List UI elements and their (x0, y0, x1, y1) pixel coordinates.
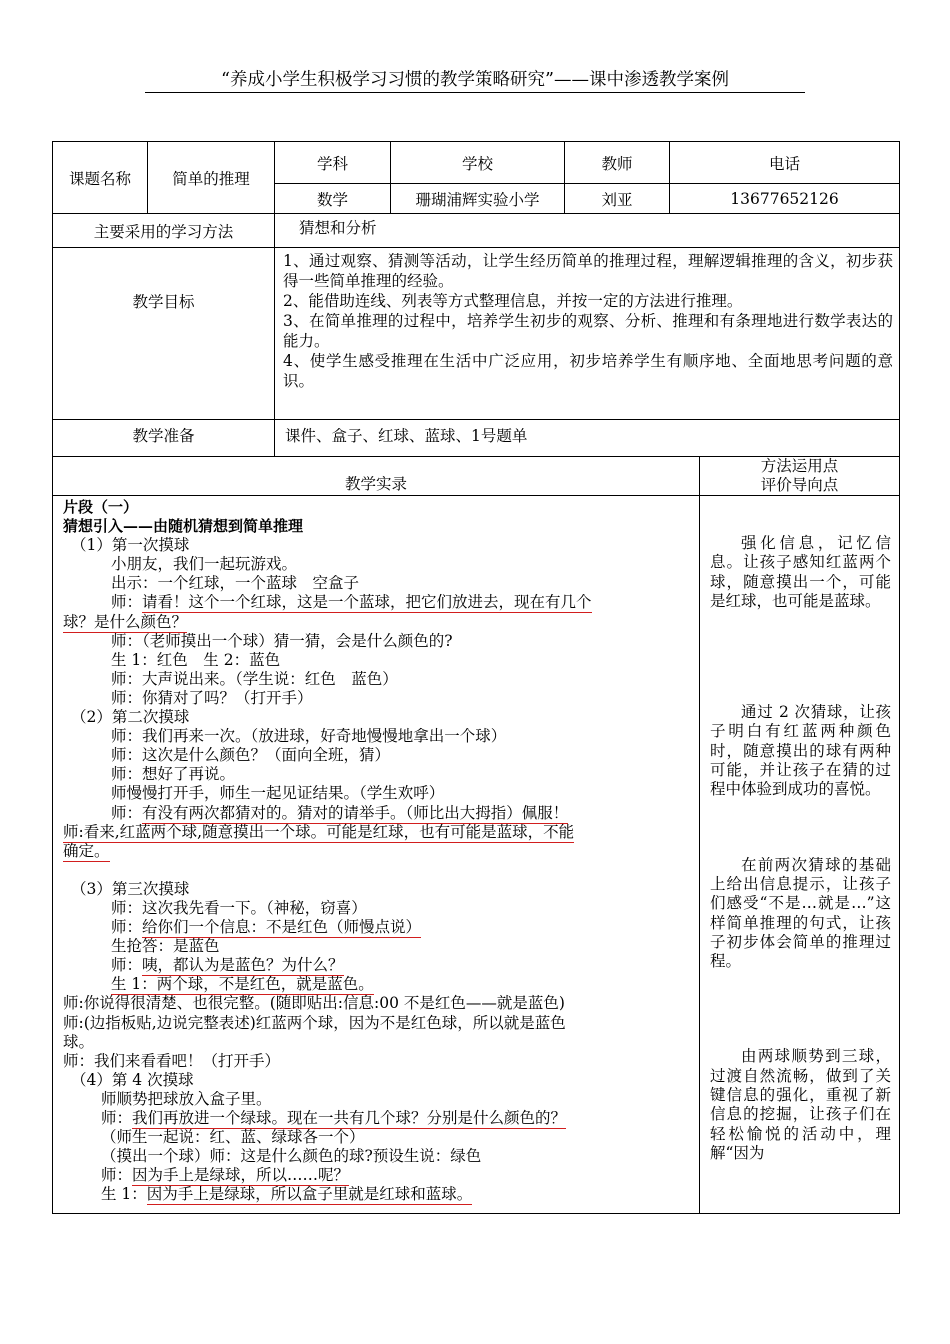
teacher-value: 刘亚 (565, 184, 670, 214)
segment-title: 猜想引入——由随机猜想到简单推理 (63, 517, 304, 536)
page-title: “养成小学生积极学习习惯的教学策略研究”——课中渗透教学案例 (221, 70, 729, 90)
notes-header-line: 方法运用点 (760, 457, 839, 475)
record-line: 师：（老师摸出一个球）猜一猜，会是什么颜色的? (111, 631, 453, 650)
record-line: 师:你说得很清楚、也很完整。(随即贴出:信息:00 不是红色——就是蓝色) (63, 994, 565, 1013)
method-label: 主要采用的学习方法 (53, 214, 275, 248)
underlined-text: 师:看来,红蓝两个球,随意摸出一个球。可能是红球，也有可能是蓝球，不能 (63, 822, 575, 841)
subject-label: 学科 (275, 142, 391, 184)
record-line: 师：这次是什么颜色？（面向全班，猜） (111, 746, 391, 765)
record-line (63, 975, 693, 994)
record-line: 师:(边指板贴,边说完整表述)红蓝两个球，因为不是红色球，所以就是蓝色 (63, 1013, 566, 1032)
phone-value: 13677652126 (670, 184, 900, 214)
note-item: 由两球顺势到三球，过渡自然流畅，做到了关键信息的强化，重视了新信息的挖掘，让孩子们在轻松愉悦的活动中，理解“因为 (710, 1047, 892, 1162)
underlined-text: 我们再放进一个绿球。现在一共有几个球？分别是什么颜色的？ (132, 1109, 567, 1127)
record-line: 出示：一个红球，一个蓝球 空盒子 (111, 574, 360, 593)
speaker: 师： (101, 1109, 133, 1127)
topic-label: 课题名称 (53, 142, 148, 214)
record-line: 师：我们再来一次。（放进球，好奇地慢慢地拿出一个球） (111, 727, 507, 746)
goal-item: 1、通过观察、猜测等活动，让学生经历简单的推理过程，理解逻辑推理的含义，初步获得一些简单推理的经验。 (283, 252, 894, 290)
section-heading: （3）第三次摸球 (71, 879, 190, 898)
record-header: 教学实录 (53, 457, 700, 496)
goal-item: 3、在简单推理的过程中，培养学生初步的观察、分析、推理和有条理地进行数学表达的能力。 (283, 312, 894, 350)
record-line (63, 842, 693, 861)
record-body (53, 496, 700, 1214)
prep-value: 课件、盒子、红球、蓝球、1号题单 (275, 420, 900, 457)
record-line: 小朋友，我们一起玩游戏。 (111, 555, 298, 574)
record-line: 球。 (63, 1032, 95, 1051)
notes-spacer (710, 800, 891, 856)
speaker: 师： (101, 1166, 133, 1185)
goals-list (275, 248, 900, 420)
goals-label: 教学目标 (53, 248, 275, 420)
notes-spacer (710, 498, 891, 534)
record-line (63, 956, 693, 975)
record-line: 生抢答：是蓝色 (111, 937, 220, 956)
record-line (63, 1185, 693, 1204)
record-line (63, 804, 693, 823)
record-line: 师：大声说出来。（学生说：红色 蓝色） (111, 669, 398, 688)
blank-line (63, 861, 693, 880)
lesson-table (52, 141, 900, 1214)
notes-spacer (710, 971, 891, 1047)
speaker: 师： (111, 803, 143, 822)
record-line: 师：我们来看看吧！（打开手） (63, 1051, 281, 1070)
underlined-text: 请看！这个一个红球，这是一个蓝球，把它们放进去，现在有几个 (142, 593, 592, 612)
underlined-text: 有没有两次都猜对的。猜对的请举手。（师比出大拇指）佩服！ (142, 803, 569, 822)
record-line (63, 593, 693, 612)
underlined-text: 给你们一个信息：不是红色（师慢点说） (142, 918, 422, 937)
underlined-text: 确定。 (63, 841, 110, 860)
record-line: 生 1：红色 生 2：蓝色 (111, 650, 281, 669)
section-heading: （4）第 4 次摸球 (71, 1070, 194, 1089)
goal-item: 4、使学生感受推理在生活中广泛应用，初步培养学生有顺序地、全面地思考问题的意识。 (283, 352, 894, 390)
prep-label: 教学准备 (53, 420, 275, 457)
phone-label: 电话 (670, 142, 900, 184)
segment-label: 片段（一） (63, 498, 139, 516)
underlined-text: 因为手上是绿球，所以……呢？ (132, 1166, 350, 1185)
topic-value: 简单的推理 (148, 142, 275, 214)
speaker: 生 1： (101, 1185, 147, 1204)
record-line: 师顺势把球放入盒子里。 (101, 1089, 272, 1108)
record-line (63, 613, 693, 632)
speaker: 师： (111, 956, 143, 975)
subject-value: 数学 (275, 184, 391, 214)
record-line (63, 823, 693, 842)
method-value: 猜想和分析 (275, 214, 900, 248)
note-item: 在前两次猜球的基础上给出信息提示，让孩子们感受“不是…就是…”这样简单推理的句式，让孩子初步体会简单的推理过程。 (710, 855, 892, 971)
record-line: 师：你猜对了吗？（打开手） (111, 688, 313, 707)
notes-header (700, 457, 900, 496)
underlined-text: 生 1：两个球，不是红色，就是蓝色。 (111, 975, 374, 994)
speaker: 师： (111, 593, 143, 612)
title-underline (145, 92, 805, 93)
notes-body (700, 496, 900, 1214)
underlined-text: 因为手上是绿球，所以盒子里就是红球和蓝球。 (146, 1185, 473, 1204)
record-line (63, 1166, 693, 1185)
note-item: 强化信息，记忆信息。让孩子感知红蓝两个球，随意摸出一个，可能是红球，也可能是蓝球。 (710, 534, 892, 610)
record-line: （师生一起说：红、蓝、绿球各一个） (101, 1128, 365, 1147)
record-line (63, 1109, 693, 1128)
speaker: 师： (111, 918, 143, 937)
note-item: 通过 2 次猜球，让孩子明白有红蓝两种颜色时，随意摸出的球有两种可能，并让孩子在猜的过程中体验到成功的喜悦。 (710, 703, 892, 799)
school-value: 珊瑚浦辉实验小学 (391, 184, 565, 214)
school-label: 学校 (391, 142, 565, 184)
goal-item: 2、能借助连线、列表等方式整理信息，并按一定的方法进行推理。 (283, 292, 743, 310)
record-line: 师慢慢打开手，师生一起见证结果。（学生欢呼） (111, 784, 445, 803)
record-line: 师：想好了再说。 (111, 765, 236, 784)
underlined-text: 球？是什么颜色？ (63, 612, 188, 631)
record-line: （摸出一个球）师：这是什么颜色的球?预设生说：绿色 (101, 1147, 482, 1166)
notes-header-line: 评价导向点 (760, 476, 839, 494)
notes-spacer (710, 611, 891, 703)
section-heading: （2）第二次摸球 (71, 708, 190, 727)
teacher-label: 教师 (565, 142, 670, 184)
record-line: 师：这次我先看一下。（神秘，窃喜） (111, 898, 367, 917)
underlined-text: 咦，都认为是蓝色？为什么？ (142, 956, 344, 975)
record-line (63, 918, 693, 937)
section-heading: （1）第一次摸球 (71, 536, 190, 555)
